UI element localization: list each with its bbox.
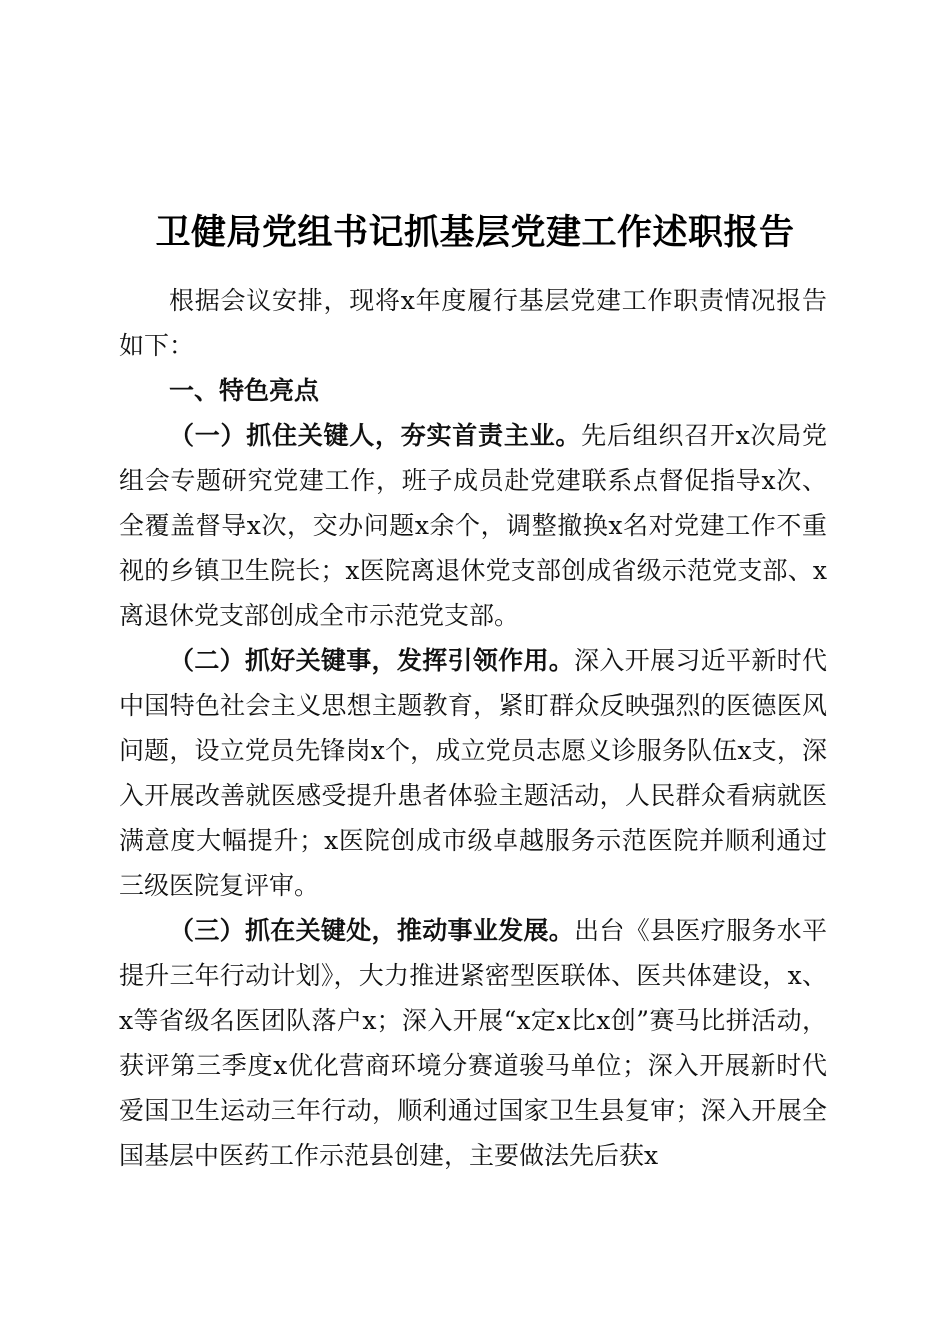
document-title: 卫健局党组书记抓基层党建工作述职报告 <box>155 213 795 253</box>
item-text-1: 先后组织召开x次局党组会专题研究党建工作，班子成员赴党建联系点督促指导x次、全覆盖督导x次，交办问题x余个，调整撤换x名对党建工作不重视的乡镇卫生院长；x医院离退休党支部创成省级示范党支部、x离退休党支部创成全市示范党支部。 <box>119 421 827 630</box>
item-text-3: 出台《县医疗服务水平提升三年行动计划》，大力推进紧密型医联体、医共体建设，x、x等省级名医团队落户x；深入开展“x定x比x创”赛马比拼活动，获评第三季度x优化营商环境分赛道骏马单位；深入开展新时代爱国卫生运动三年行动，顺利通过国家卫生县复审；深入开展全国基层中医药工作示范县创建，主要做法先后获x <box>119 916 827 1170</box>
item-lead-1: （一）抓住关键人，夯实首责主业。 <box>169 421 582 450</box>
item-lead-2: （二）抓好关键事，发挥引领作用。 <box>169 646 575 675</box>
item-paragraph-2 <box>119 638 827 908</box>
item-paragraph-3 <box>119 908 827 1178</box>
intro-paragraph: 根据会议安排，现将x年度履行基层党建工作职责情况报告如下： <box>119 286 827 360</box>
item-text-2: 深入开展习近平新时代中国特色社会主义思想主题教育，紧盯群众反映强烈的医德医风问题，设立党员先锋岗x个，成立党员志愿义诊服务队伍x支，深入开展改善就医感受提升患者体验主题活动，人民群众看病就医满意度大幅提升；x医院创成市级卓越服务示范医院并顺利通过三级医院复评审。 <box>119 646 827 900</box>
document-body <box>119 278 827 1178</box>
item-paragraph-1 <box>119 413 827 638</box>
section-heading: 一、特色亮点 <box>169 376 320 405</box>
item-lead-3: （三）抓在关键处，推动事业发展。 <box>169 916 575 945</box>
